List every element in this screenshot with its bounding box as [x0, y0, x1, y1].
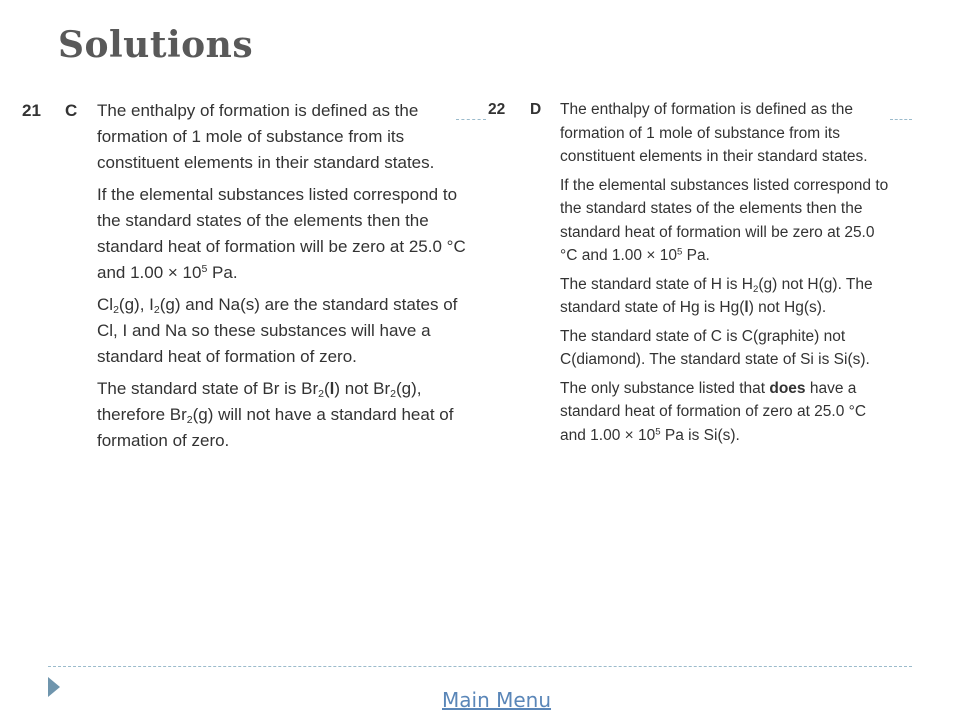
paragraph: The enthalpy of formation is defined as the formation of 1 mole of substance from its constituent elements in their standard states.	[560, 101, 868, 165]
paragraph: If the elemental substances listed correspond to the standard states of the elements then the standard heat of formation will be zero at 25.0 °C and $1.00 \times 10^5$ Pa.	[560, 176, 889, 264]
footer-divider	[48, 666, 912, 667]
solution-text	[560, 98, 895, 452]
paragraph: $Cl_2(g)$, $I_2(g)$ and Na(s) are the standard states of Cl, I and Na so these substances will have a standard heat of formation of zero.	[97, 295, 458, 366]
question-number: 22	[488, 101, 506, 118]
paragraph: If the elemental substances listed correspond to the standard states of the elements then the standard heat of formation will be zero at 25.0 °C and $1.00 \times 10^5$ Pa.	[97, 185, 466, 282]
divider	[890, 119, 912, 120]
answer-letter: C	[65, 101, 78, 120]
paragraph: The standard state of H is $H_2(g)$ not H(g). The standard state of Hg is Hg(l) not Hg(s).	[560, 275, 873, 316]
page-title: Solutions	[58, 24, 254, 66]
main-menu-link[interactable]: Main Menu	[442, 688, 552, 712]
question-number: 21	[22, 101, 41, 120]
paragraph: The enthalpy of formation is defined as the formation of 1 mole of substance from its constituent elements in their standard states.	[97, 101, 435, 172]
divider	[456, 119, 486, 120]
paragraph: The only substance listed that does have a standard heat of formation of zero at 25.0 °C and $1.00 \times 10^5$ Pa is Si(s).	[560, 379, 867, 444]
answer-letter: D	[530, 101, 542, 118]
paragraph: The standard state of C is C(graphite) not C(diamond). The standard state of Si is Si(s).	[560, 327, 870, 368]
paragraph: The standard state of Br is $Br_2(l)$ not $Br_2(g)$, therefore $Br_2(g)$ will not have a standard heat of formation of zero.	[97, 379, 454, 450]
triangle-bullet-icon	[48, 677, 60, 697]
solution-text	[97, 98, 467, 460]
